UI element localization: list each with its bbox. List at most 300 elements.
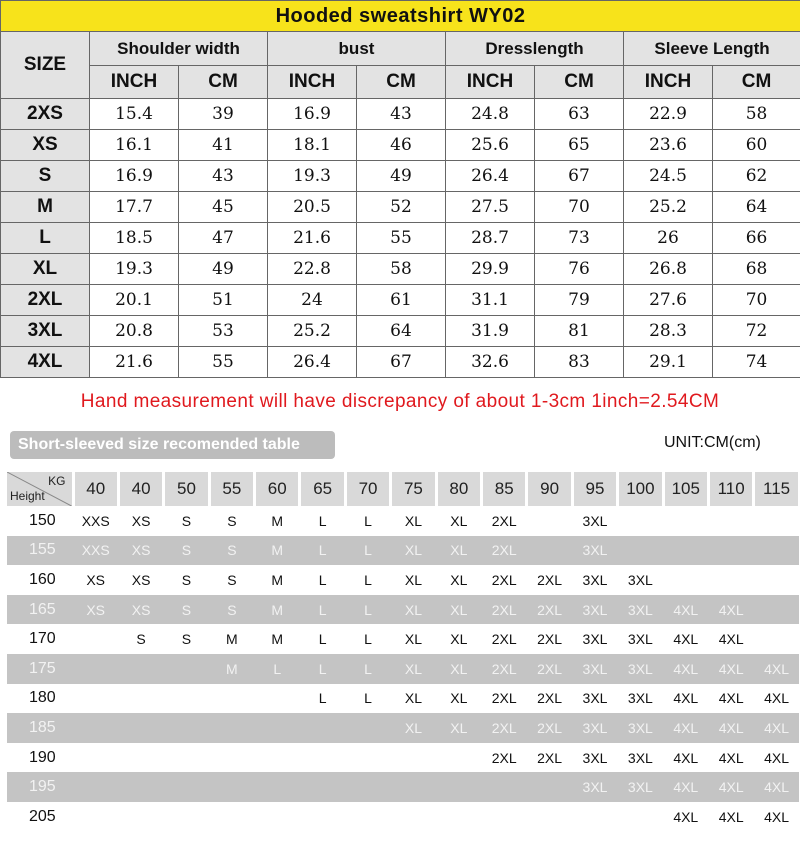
size-recommend-cell: S: [164, 565, 209, 595]
size-recommend-cell: [255, 743, 300, 773]
kg-header-cell: 70: [345, 472, 390, 506]
size-recommend-cell: XL: [391, 565, 436, 595]
size-recommend-cell: 4XL: [754, 743, 799, 773]
size-recommend-cell: 3XL: [572, 743, 617, 773]
measurement-cell: 51: [179, 285, 268, 316]
size-recommend-cell: L: [300, 536, 345, 566]
kg-header-cell: 60: [255, 472, 300, 506]
size-recommend-cell: XL: [436, 624, 481, 654]
size-recommend-cell: 3XL: [618, 595, 663, 625]
size-recommend-cell: M: [255, 536, 300, 566]
size-recommend-cell: S: [209, 506, 254, 536]
size-recommend-cell: 4XL: [754, 684, 799, 714]
height-row: [7, 624, 799, 654]
size-recommend-cell: 2XL: [527, 624, 572, 654]
size-recommend-cell: M: [255, 624, 300, 654]
size-recommend-cell: M: [255, 565, 300, 595]
size-recommend-cell: [754, 506, 799, 536]
size-recommend-cell: [255, 713, 300, 743]
measurement-cell: 24.8: [446, 99, 535, 130]
size-recommend-cell: M: [255, 506, 300, 536]
measurement-cell: 43: [179, 161, 268, 192]
size-recommend-cell: M: [209, 654, 254, 684]
size-recommend-cell: XL: [391, 713, 436, 743]
unit-header: INCH: [624, 66, 713, 99]
size-recommend-cell: M: [255, 595, 300, 625]
size-recommend-cell: 4XL: [754, 772, 799, 802]
height-cell: 155: [7, 536, 73, 566]
size-recommend-cell: L: [300, 506, 345, 536]
height-row: [7, 743, 799, 773]
size-recommend-cell: [209, 802, 254, 832]
size-label-cell: 4XL: [1, 347, 90, 378]
size-recommend-cell: [209, 772, 254, 802]
size-row: [1, 316, 800, 347]
recommend-table-title: Short-sleeved size recomended table: [10, 431, 335, 459]
measurement-cell: 81: [535, 316, 624, 347]
unit-header: CM: [535, 66, 624, 99]
measurement-cell: 26.4: [446, 161, 535, 192]
size-recommend-cell: XL: [436, 536, 481, 566]
size-recommend-cell: [73, 713, 118, 743]
kg-header-cell: 40: [73, 472, 118, 506]
size-recommend-cell: 4XL: [708, 713, 753, 743]
size-recommend-cell: 3XL: [572, 772, 617, 802]
size-label-cell: 3XL: [1, 316, 90, 347]
size-recommend-cell: S: [209, 565, 254, 595]
size-recommend-cell: [436, 802, 481, 832]
size-table: [0, 0, 800, 378]
size-recommend-cell: 4XL: [663, 802, 708, 832]
size-recommend-cell: [118, 654, 163, 684]
size-recommend-cell: [391, 802, 436, 832]
size-recommend-cell: 3XL: [572, 565, 617, 595]
measurement-cell: 29.9: [446, 254, 535, 285]
unit-header: INCH: [268, 66, 357, 99]
size-recommend-cell: L: [300, 624, 345, 654]
size-recommend-cell: XL: [391, 536, 436, 566]
measurement-cell: 83: [535, 347, 624, 378]
corner-cell: [7, 472, 73, 506]
size-recommend-cell: [209, 713, 254, 743]
measurement-cell: 22.9: [624, 99, 713, 130]
size-recommend-cell: [164, 743, 209, 773]
measurement-cell: 25.2: [624, 192, 713, 223]
measurement-cell: 70: [713, 285, 800, 316]
kg-header-cell: 90: [527, 472, 572, 506]
size-recommend-cell: L: [300, 595, 345, 625]
measurement-cell: 15.4: [90, 99, 179, 130]
kg-header-cell: 55: [209, 472, 254, 506]
size-recommend-cell: XS: [118, 536, 163, 566]
unit-header: CM: [713, 66, 800, 99]
height-row: [7, 713, 799, 743]
size-row: [1, 223, 800, 254]
size-recommend-cell: 4XL: [708, 743, 753, 773]
size-recommend-cell: [663, 565, 708, 595]
size-label-cell: M: [1, 192, 90, 223]
measurement-cell: 31.1: [446, 285, 535, 316]
size-recommend-cell: [300, 802, 345, 832]
size-recommend-cell: 2XL: [527, 684, 572, 714]
measurement-cell: 19.3: [90, 254, 179, 285]
size-recommend-cell: L: [300, 684, 345, 714]
size-recommend-cell: 4XL: [754, 654, 799, 684]
size-recommend-cell: 4XL: [754, 802, 799, 832]
size-recommend-cell: 2XL: [482, 506, 527, 536]
measurement-cell: 67: [357, 347, 446, 378]
measurement-cell: 72: [713, 316, 800, 347]
kg-header-cell: 50: [164, 472, 209, 506]
height-cell: 185: [7, 713, 73, 743]
size-recommend-cell: 2XL: [527, 565, 572, 595]
size-recommend-cell: 2XL: [527, 713, 572, 743]
size-recommend-cell: [618, 802, 663, 832]
size-recommend-cell: [618, 506, 663, 536]
size-recommend-cell: [73, 684, 118, 714]
kg-header-row: [7, 472, 799, 506]
size-recommend-cell: 3XL: [572, 713, 617, 743]
size-recommend-cell: L: [345, 595, 390, 625]
measurement-cell: 64: [713, 192, 800, 223]
size-recommend-cell: [436, 772, 481, 802]
measurement-cell: 18.1: [268, 130, 357, 161]
size-recommend-cell: 4XL: [663, 713, 708, 743]
measurement-cell: 18.5: [90, 223, 179, 254]
measurement-cell: 65: [535, 130, 624, 161]
size-recommend-cell: [754, 536, 799, 566]
size-recommend-cell: [209, 743, 254, 773]
measurement-cell: 55: [357, 223, 446, 254]
size-recommend-cell: [164, 713, 209, 743]
size-recommend-cell: 4XL: [708, 595, 753, 625]
size-recommend-cell: [754, 595, 799, 625]
size-recommend-cell: [118, 684, 163, 714]
size-recommend-cell: 2XL: [482, 565, 527, 595]
size-label-cell: XS: [1, 130, 90, 161]
size-recommend-cell: XL: [391, 684, 436, 714]
size-recommend-cell: 3XL: [618, 743, 663, 773]
measurement-cell: 26: [624, 223, 713, 254]
recommend-table: [7, 472, 800, 832]
size-recommend-cell: 4XL: [663, 654, 708, 684]
measurement-cell: 55: [179, 347, 268, 378]
measurement-cell: 49: [179, 254, 268, 285]
measurement-cell: 23.6: [624, 130, 713, 161]
size-recommend-cell: L: [255, 654, 300, 684]
measurement-cell: 20.8: [90, 316, 179, 347]
measurement-cell: 27.5: [446, 192, 535, 223]
size-recommend-cell: [345, 802, 390, 832]
measurement-cell: 61: [357, 285, 446, 316]
size-recommend-cell: [73, 654, 118, 684]
measurement-cell: 28.7: [446, 223, 535, 254]
size-recommend-cell: 3XL: [572, 654, 617, 684]
size-recommend-cell: 2XL: [527, 654, 572, 684]
size-recommend-cell: 4XL: [708, 654, 753, 684]
size-recommend-cell: [391, 743, 436, 773]
size-recommend-cell: [73, 802, 118, 832]
height-row: [7, 565, 799, 595]
measurement-cell: 73: [535, 223, 624, 254]
size-recommend-cell: 2XL: [482, 684, 527, 714]
measurement-cell: 31.9: [446, 316, 535, 347]
height-cell: 195: [7, 772, 73, 802]
measurement-cell: 70: [535, 192, 624, 223]
size-recommend-cell: 4XL: [663, 684, 708, 714]
group-header-bust: bust: [268, 32, 446, 66]
measurement-cell: 16.9: [90, 161, 179, 192]
size-recommend-cell: 3XL: [618, 684, 663, 714]
measurement-cell: 49: [357, 161, 446, 192]
size-recommend-cell: XL: [391, 595, 436, 625]
size-recommend-cell: [345, 772, 390, 802]
measurement-cell: 21.6: [90, 347, 179, 378]
size-recommend-cell: [708, 565, 753, 595]
size-recommend-cell: [345, 743, 390, 773]
size-recommend-cell: [618, 536, 663, 566]
kg-header-cell: 115: [754, 472, 799, 506]
size-recommend-cell: [255, 802, 300, 832]
height-row: [7, 506, 799, 536]
size-recommend-cell: XXS: [73, 506, 118, 536]
size-recommend-cell: XS: [73, 565, 118, 595]
size-recommend-cell: [436, 743, 481, 773]
measurement-cell: 45: [179, 192, 268, 223]
height-row: [7, 802, 799, 832]
size-row: [1, 285, 800, 316]
size-recommend-cell: L: [345, 536, 390, 566]
kg-header-cell: 75: [391, 472, 436, 506]
measurement-cell: 79: [535, 285, 624, 316]
height-cell: 180: [7, 684, 73, 714]
size-recommend-cell: [164, 684, 209, 714]
measurement-cell: 68: [713, 254, 800, 285]
size-recommend-cell: [754, 624, 799, 654]
measurement-cell: 26.8: [624, 254, 713, 285]
height-row: [7, 684, 799, 714]
size-recommend-cell: [482, 802, 527, 832]
height-row: [7, 772, 799, 802]
measurement-cell: 16.1: [90, 130, 179, 161]
measurement-cell: 43: [357, 99, 446, 130]
size-label-cell: L: [1, 223, 90, 254]
size-recommend-cell: XS: [118, 506, 163, 536]
size-recommend-cell: 2XL: [482, 654, 527, 684]
size-recommend-cell: L: [300, 565, 345, 595]
measurement-cell: 25.2: [268, 316, 357, 347]
size-recommend-cell: 3XL: [618, 654, 663, 684]
size-recommend-cell: 3XL: [618, 565, 663, 595]
size-recommend-cell: 2XL: [482, 743, 527, 773]
size-recommend-cell: 3XL: [572, 595, 617, 625]
size-recommend-cell: 4XL: [663, 624, 708, 654]
height-cell: 205: [7, 802, 73, 832]
height-row: [7, 536, 799, 566]
size-recommend-cell: 3XL: [572, 684, 617, 714]
size-label-cell: S: [1, 161, 90, 192]
size-recommend-cell: [482, 772, 527, 802]
measurement-cell: 74: [713, 347, 800, 378]
size-recommend-cell: XS: [73, 595, 118, 625]
size-recommend-cell: [300, 743, 345, 773]
size-recommend-cell: [118, 743, 163, 773]
height-cell: 160: [7, 565, 73, 595]
measurement-cell: 24.5: [624, 161, 713, 192]
measurement-cell: 25.6: [446, 130, 535, 161]
unit-header: CM: [179, 66, 268, 99]
size-recommend-cell: 3XL: [572, 506, 617, 536]
kg-header-cell: 95: [572, 472, 617, 506]
measurement-cell: 21.6: [268, 223, 357, 254]
size-recommend-cell: 3XL: [618, 713, 663, 743]
size-recommend-cell: 4XL: [708, 624, 753, 654]
size-recommend-cell: XL: [391, 654, 436, 684]
kg-header-cell: 40: [118, 472, 163, 506]
measurement-cell: 63: [535, 99, 624, 130]
size-recommend-cell: [754, 565, 799, 595]
size-recommend-cell: [345, 713, 390, 743]
size-recommend-cell: S: [209, 595, 254, 625]
kg-header-cell: 80: [436, 472, 481, 506]
size-recommend-cell: 2XL: [482, 595, 527, 625]
size-recommend-cell: XL: [436, 595, 481, 625]
size-recommend-cell: 3XL: [572, 624, 617, 654]
size-recommend-cell: S: [164, 595, 209, 625]
size-recommend-cell: [118, 772, 163, 802]
size-recommend-cell: [300, 772, 345, 802]
height-cell: 170: [7, 624, 73, 654]
unit-header: CM: [357, 66, 446, 99]
size-recommend-cell: L: [345, 624, 390, 654]
size-recommend-cell: [118, 802, 163, 832]
size-recommend-cell: [73, 624, 118, 654]
size-recommend-cell: [118, 713, 163, 743]
size-recommend-cell: S: [118, 624, 163, 654]
size-recommend-cell: 4XL: [708, 772, 753, 802]
size-recommend-cell: L: [345, 506, 390, 536]
size-row: [1, 347, 800, 378]
size-recommend-cell: 3XL: [572, 536, 617, 566]
size-recommend-cell: S: [164, 506, 209, 536]
size-recommend-cell: 2XL: [527, 595, 572, 625]
size-row: [1, 130, 800, 161]
unit-header: INCH: [90, 66, 179, 99]
measurement-cell: 58: [713, 99, 800, 130]
size-row: [1, 161, 800, 192]
size-recommend-cell: [255, 684, 300, 714]
measurement-cell: 64: [357, 316, 446, 347]
size-recommend-cell: [73, 743, 118, 773]
size-recommend-cell: [164, 654, 209, 684]
size-recommend-cell: [708, 536, 753, 566]
unit-header: INCH: [446, 66, 535, 99]
size-recommend-cell: [663, 506, 708, 536]
measurement-cell: 24: [268, 285, 357, 316]
kg-header-cell: 105: [663, 472, 708, 506]
size-recommend-cell: 3XL: [618, 624, 663, 654]
size-row: [1, 192, 800, 223]
group-header-shoulder: Shoulder width: [90, 32, 268, 66]
size-recommend-cell: XXS: [73, 536, 118, 566]
size-recommend-cell: 3XL: [618, 772, 663, 802]
size-label-cell: 2XS: [1, 99, 90, 130]
size-recommend-cell: [527, 802, 572, 832]
kg-label: KG: [48, 474, 66, 488]
size-recommend-cell: [73, 772, 118, 802]
measurement-note: Hand measurement will have discrepancy of about 1-3cm 1inch=2.54CM: [80, 391, 720, 412]
size-recommend-cell: XL: [436, 506, 481, 536]
size-recommend-cell: XL: [436, 565, 481, 595]
measurement-cell: 52: [357, 192, 446, 223]
kg-header-cell: 110: [708, 472, 753, 506]
measurement-cell: 19.3: [268, 161, 357, 192]
size-recommend-cell: XL: [436, 654, 481, 684]
size-recommend-cell: L: [300, 654, 345, 684]
size-recommend-cell: L: [345, 654, 390, 684]
measurement-cell: 62: [713, 161, 800, 192]
measurement-cell: 26.4: [268, 347, 357, 378]
size-recommend-cell: XS: [118, 595, 163, 625]
measurement-cell: 17.7: [90, 192, 179, 223]
measurement-cell: 58: [357, 254, 446, 285]
height-cell: 190: [7, 743, 73, 773]
size-recommend-cell: [300, 713, 345, 743]
size-recommend-cell: 4XL: [663, 595, 708, 625]
size-column-header: SIZE: [1, 32, 90, 99]
size-recommend-cell: L: [345, 565, 390, 595]
size-recommend-cell: M: [209, 624, 254, 654]
measurement-cell: 39: [179, 99, 268, 130]
height-row: [7, 654, 799, 684]
size-recommend-cell: XL: [391, 506, 436, 536]
size-recommend-cell: [164, 802, 209, 832]
size-recommend-cell: 4XL: [663, 772, 708, 802]
size-label-cell: XL: [1, 254, 90, 285]
measurement-cell: 41: [179, 130, 268, 161]
measurement-cell: 47: [179, 223, 268, 254]
measurement-cell: 76: [535, 254, 624, 285]
measurement-cell: 20.1: [90, 285, 179, 316]
size-recommend-cell: 4XL: [663, 743, 708, 773]
size-recommend-cell: 4XL: [708, 802, 753, 832]
measurement-cell: 46: [357, 130, 446, 161]
unit-label: UNIT:CM(cm): [664, 434, 761, 451]
measurement-cell: 32.6: [446, 347, 535, 378]
recommend-table-body: [7, 506, 799, 832]
size-recommend-cell: XS: [118, 565, 163, 595]
size-recommend-cell: [527, 536, 572, 566]
size-recommend-cell: [391, 772, 436, 802]
size-recommend-cell: [209, 684, 254, 714]
measurement-cell: 28.3: [624, 316, 713, 347]
size-recommend-cell: [527, 772, 572, 802]
height-cell: 150: [7, 506, 73, 536]
size-recommend-cell: XL: [391, 624, 436, 654]
size-table-title: Hooded sweatshirt WY02: [1, 1, 800, 32]
size-recommend-cell: S: [209, 536, 254, 566]
height-label: Height: [10, 489, 45, 503]
size-table-body: [1, 99, 800, 378]
size-recommend-cell: [164, 772, 209, 802]
size-recommend-cell: 2XL: [527, 743, 572, 773]
size-recommend-cell: [708, 506, 753, 536]
size-recommend-cell: XL: [436, 684, 481, 714]
measurement-cell: 27.6: [624, 285, 713, 316]
size-recommend-cell: 4XL: [708, 684, 753, 714]
size-recommend-cell: XL: [436, 713, 481, 743]
measurement-cell: 22.8: [268, 254, 357, 285]
